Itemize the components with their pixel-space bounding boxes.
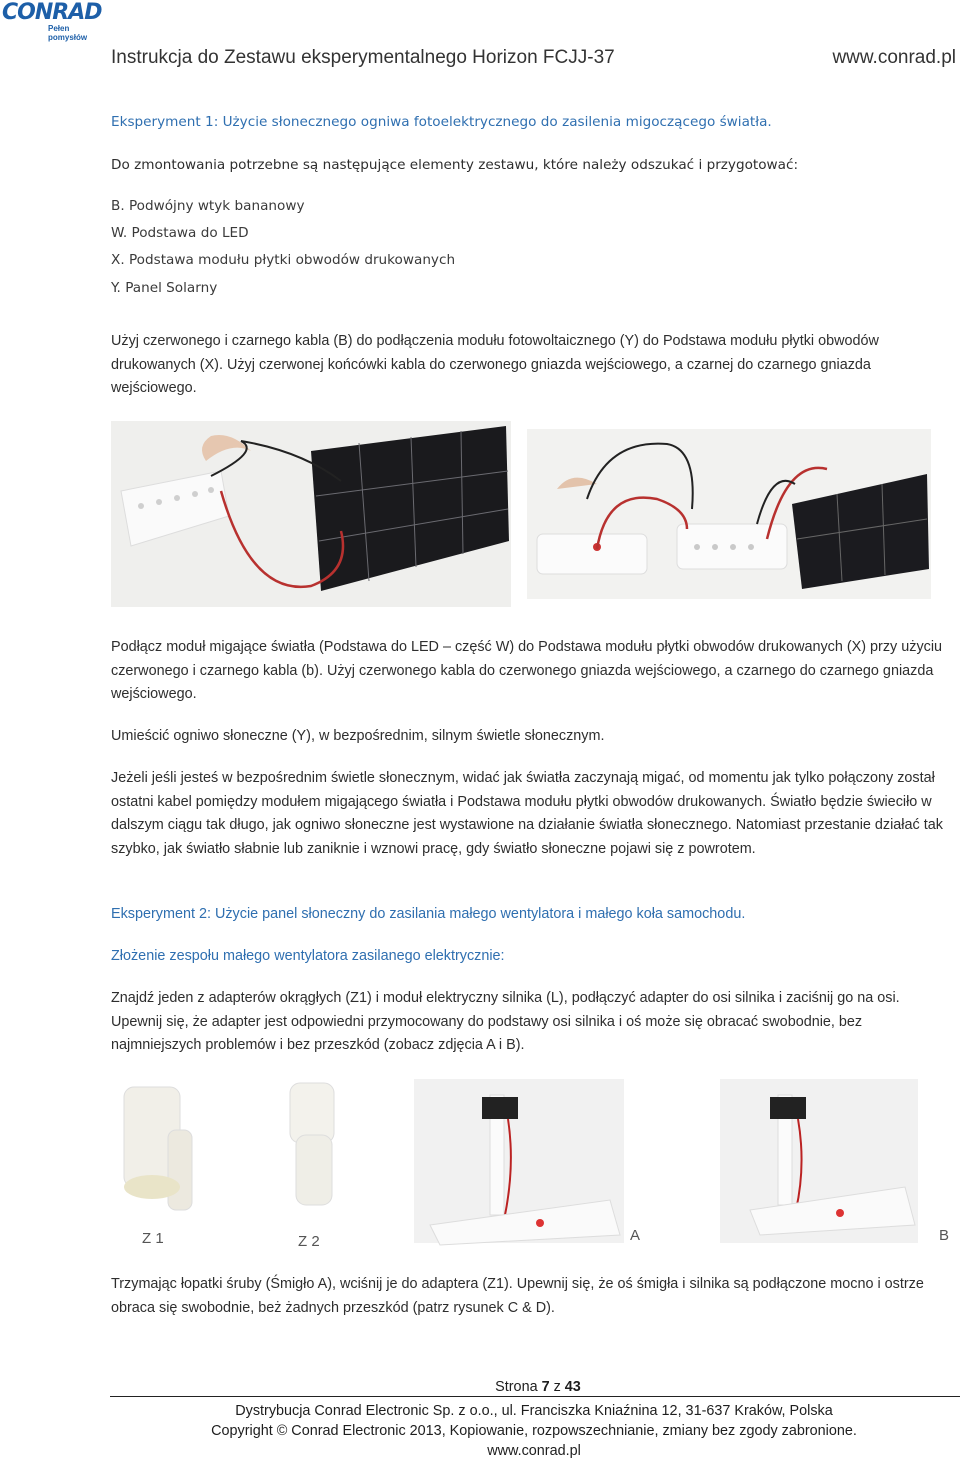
experiment-1-paragraph-4: Jeżeli jeśli jesteś w bezpośrednim świetle słonecznym, widać jak światła zaczynają migać, od momentu jak tylko połączony został ostatni kabel pomiędzy modułem migającego światła i Podstawa modułu płytki obwodów drukowanych. Światło będzie świeciło w dalszym ciągu tak długo, jak ogniwo słoneczne jest wystawione na działanie światła słonecznego. Natomiast przestanie działać tak szybko, jak światło słabnie lub zaniknie i wznowi pracę, gdy światło słoneczne pojawi się z powrotem. [111,770,943,857]
experiment-1-heading: Eksperyment 1: Użycie słonecznego ogniwa fotoelektrycznego do zasilenia migoczącego światła. [111,114,772,130]
experiment-1-paragraph-1: Użyj czerwonego i czarnego kabla (B) do podłączenia modułu fotowoltaicznego (Y) do Podstawa modułu płytki obwodów drukowanych (X). Użyj czerwonej końcówki kabla do czerwonego gniazda wejściowego, a czarnej do czarnego gniazda wejściowego. [111,333,879,396]
footer-divider [110,1396,960,1397]
experiment-1-intro: Do zmontowania potrzebne są następujące elementy zestawu, które należy odszukać i przygotować: [111,157,799,173]
experiment-2-paragraph-1: Znajdź jeden z adapterów okrągłych (Z1) i moduł elektryczny silnika (L), podłączyć adapter do osi silnika i zaciśnij go na osi. Upewnij się, że adapter jest odpowiedni przymocowany do podstawy osi silnika i oś może się obracać swobodnie, bez najmniejszych problemów i bez przeszkód (zobacz zdjęcia A i B). [111,990,900,1053]
list-item: B. Podwójny wtyk bananowy [111,198,305,214]
photo-adapters-and-motor [110,1075,955,1255]
list-item: Y. Panel Solarny [111,280,218,296]
page-number-mid: z [549,1379,565,1395]
experiment-1-paragraph-3: Umieścić ogniwo słoneczne (Y), w bezpośrednim, silnym świetle słonecznym. [111,728,605,744]
list-item: W. Podstawa do LED [111,225,249,241]
experiment-2-subheading: Złożenie zespołu małego wentylatora zasilanego elektrycznie: [111,948,505,964]
document-title: Instrukcja do Zestawu eksperymentalnego Horizon FCJJ-37 [111,47,615,68]
experiment-1-paragraph-2: Podłącz moduł migające światła (Podstawa do LED – część W) do Podstawa modułu płytki obwodów drukowanych (X) przy użyciu czerwonego i czarnego kabla (b). Użyj czerwonego kabla do czerwonego gniazda wejściowego, a czarnego do czarnego gniazda wejściowego. [111,639,943,702]
experiment-2-heading: Eksperyment 2: Użycie panel słoneczny do zasilania małego wentylatora i małego koła samochodu. [111,906,746,922]
photo-label-z2: Z 2 [298,1233,320,1250]
logo-tagline: Pełen pomysłów [48,24,88,42]
footer-distributor: Dystrybucja Conrad Electronic Sp. z o.o., ul. Franciszka Kniaźnina 12, 31-637 Kraków, Polska [235,1403,833,1419]
page-number [58,1377,960,1397]
page-number-prefix: Strona [495,1379,542,1395]
photo-solar-panel-connection [111,421,511,607]
photo-label-a: A [630,1227,641,1244]
conrad-logo [2,0,106,42]
photo-led-module-connection [527,429,931,599]
photo-label-z1: Z 1 [142,1230,164,1247]
logo-wordmark: CONRAD [2,0,102,25]
list-item: X. Podstawa modułu płytki obwodów drukowanych [111,252,456,268]
footer-copyright: Copyright © Conrad Electronic 2013, Kopiowanie, rozpowszechnianie, zmiany bez zgody zabronione. [211,1423,857,1439]
page-number-total: 43 [564,1379,581,1395]
page-number-current: 7 [541,1379,550,1395]
header-website: www.conrad.pl [832,47,956,68]
photo-label-b: B [939,1227,950,1244]
footer-website: www.conrad.pl [487,1443,581,1459]
experiment-2-paragraph-2: Trzymając łopatki śruby (Śmigło A), wciśnij je do adaptera (Z1). Upewnij się, że oś śmigła i silnika są podłączone mocno i ostrze obraca się swobodnie, beż żadnych przeszkód (patrz rysunek C & D). [111,1276,924,1316]
